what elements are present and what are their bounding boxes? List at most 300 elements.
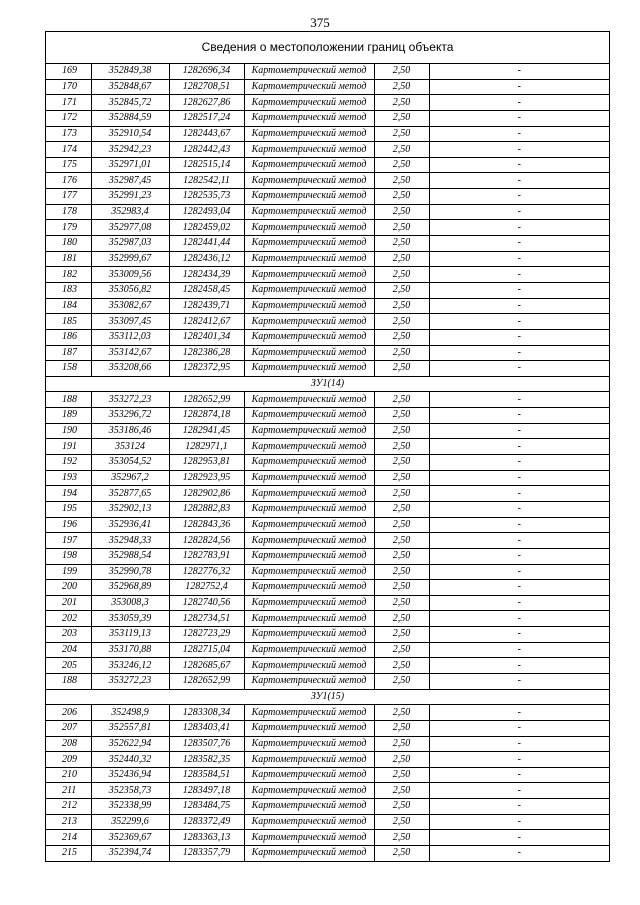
table-row [46,814,609,830]
table-row [46,595,609,611]
method-cell: Картометрический метод [244,157,374,173]
point-number-cell: 185 [46,314,91,330]
note-cell: - [429,752,609,768]
point-number-cell: 183 [46,282,91,298]
accuracy-cell: 2,50 [374,314,429,330]
point-number-cell: 195 [46,501,91,517]
x-coordinate-cell: 353059,39 [91,611,169,627]
x-coordinate-cell: 353009,56 [91,267,169,283]
table-row [46,236,609,252]
table-row [46,548,609,564]
y-coordinate-cell: 1282734,51 [169,611,244,627]
method-cell: Картометрический метод [244,595,374,611]
x-coordinate-cell: 352338,99 [91,799,169,815]
table-row [46,173,609,189]
point-number-cell: 173 [46,126,91,142]
accuracy-cell: 2,50 [374,251,429,267]
method-cell: Картометрический метод [244,345,374,361]
accuracy-cell: 2,50 [374,220,429,236]
method-cell: Картометрический метод [244,611,374,627]
y-coordinate-cell: 1282740,56 [169,595,244,611]
x-coordinate-cell: 352369,67 [91,830,169,846]
point-number-cell: 209 [46,752,91,768]
note-cell: - [429,799,609,815]
y-coordinate-cell: 1282515,14 [169,157,244,173]
x-coordinate-cell: 353246,12 [91,658,169,674]
accuracy-cell: 2,50 [374,580,429,596]
table-row [46,517,609,533]
table-row [46,126,609,142]
table-row [46,220,609,236]
method-cell: Картометрический метод [244,564,374,580]
coordinates-table [46,64,609,861]
x-coordinate-cell: 353008,3 [91,595,169,611]
point-number-cell: 207 [46,720,91,736]
point-number-cell: 201 [46,595,91,611]
table-row [46,486,609,502]
note-cell: - [429,236,609,252]
method-cell: Картометрический метод [244,329,374,345]
point-number-cell: 203 [46,627,91,643]
y-coordinate-cell: 1282627,86 [169,95,244,111]
y-coordinate-cell: 1282542,11 [169,173,244,189]
method-cell: Картометрический метод [244,361,374,377]
note-cell: - [429,439,609,455]
note-cell: - [429,329,609,345]
table-row [46,314,609,330]
point-number-cell: 212 [46,799,91,815]
point-number-cell: 180 [46,236,91,252]
accuracy-cell: 2,50 [374,705,429,721]
table-row [46,345,609,361]
point-number-cell: 186 [46,329,91,345]
y-coordinate-cell: 1282436,12 [169,251,244,267]
x-coordinate-cell: 352987,45 [91,173,169,189]
point-number-cell: 194 [46,486,91,502]
note-cell: - [429,627,609,643]
note-cell: - [429,95,609,111]
accuracy-cell: 2,50 [374,752,429,768]
x-coordinate-cell: 353097,45 [91,314,169,330]
point-number-cell: 214 [46,830,91,846]
table-row [46,501,609,517]
table-row [46,110,609,126]
y-coordinate-cell: 1282708,51 [169,79,244,95]
point-number-cell: 196 [46,517,91,533]
table-row [46,580,609,596]
accuracy-cell: 2,50 [374,533,429,549]
accuracy-cell: 2,50 [374,814,429,830]
x-coordinate-cell: 352968,89 [91,580,169,596]
point-number-cell: 208 [46,736,91,752]
point-number-cell: 188 [46,673,91,689]
note-cell: - [429,658,609,674]
y-coordinate-cell: 1282902,86 [169,486,244,502]
y-coordinate-cell: 1283308,34 [169,705,244,721]
note-cell: - [429,470,609,486]
table-row [46,64,609,79]
point-number-cell: 179 [46,220,91,236]
y-coordinate-cell: 1282843,36 [169,517,244,533]
note-cell: - [429,157,609,173]
y-coordinate-cell: 1283582,35 [169,752,244,768]
accuracy-cell: 2,50 [374,110,429,126]
note-cell: - [429,204,609,220]
method-cell: Картометрический метод [244,783,374,799]
accuracy-cell: 2,50 [374,455,429,471]
y-coordinate-cell: 1282652,99 [169,392,244,408]
accuracy-cell: 2,50 [374,783,429,799]
accuracy-cell: 2,50 [374,408,429,424]
accuracy-cell: 2,50 [374,846,429,861]
accuracy-cell: 2,50 [374,173,429,189]
method-cell: Картометрический метод [244,517,374,533]
y-coordinate-cell: 1283584,51 [169,767,244,783]
point-number-cell: 178 [46,204,91,220]
method-cell: Картометрический метод [244,658,374,674]
accuracy-cell: 2,50 [374,439,429,455]
table-row [46,846,609,861]
x-coordinate-cell: 352971,01 [91,157,169,173]
accuracy-cell: 2,50 [374,189,429,205]
x-coordinate-cell: 353296,72 [91,408,169,424]
x-coordinate-cell: 353208,66 [91,361,169,377]
method-cell: Картометрический метод [244,142,374,158]
point-number-cell: 181 [46,251,91,267]
accuracy-cell: 2,50 [374,548,429,564]
accuracy-cell: 2,50 [374,767,429,783]
y-coordinate-cell: 1282685,67 [169,658,244,674]
accuracy-cell: 2,50 [374,95,429,111]
y-coordinate-cell: 1282412,67 [169,314,244,330]
method-cell: Картометрический метод [244,95,374,111]
x-coordinate-cell: 352990,78 [91,564,169,580]
y-coordinate-cell: 1282882,83 [169,501,244,517]
method-cell: Картометрический метод [244,408,374,424]
point-number-cell: 210 [46,767,91,783]
method-cell: Картометрический метод [244,736,374,752]
accuracy-cell: 2,50 [374,470,429,486]
x-coordinate-cell: 352845,72 [91,95,169,111]
table-row [46,361,609,377]
y-coordinate-cell: 1282441,44 [169,236,244,252]
method-cell: Картометрический метод [244,79,374,95]
y-coordinate-cell: 1282401,34 [169,329,244,345]
accuracy-cell: 2,50 [374,673,429,689]
table-row [46,627,609,643]
y-coordinate-cell: 1282723,29 [169,627,244,643]
x-coordinate-cell: 352436,94 [91,767,169,783]
point-number-cell: 171 [46,95,91,111]
y-coordinate-cell: 1283403,41 [169,720,244,736]
method-cell: Картометрический метод [244,251,374,267]
x-coordinate-cell: 352987,03 [91,236,169,252]
note-cell: - [429,720,609,736]
table-row [46,736,609,752]
y-coordinate-cell: 1282493,04 [169,204,244,220]
table-row [46,673,609,689]
accuracy-cell: 2,50 [374,501,429,517]
note-cell: - [429,548,609,564]
accuracy-cell: 2,50 [374,423,429,439]
page-number: 375 [310,15,330,30]
accuracy-cell: 2,50 [374,298,429,314]
point-number-cell: 213 [46,814,91,830]
x-coordinate-cell: 353112,03 [91,329,169,345]
point-number-cell: 198 [46,548,91,564]
accuracy-cell: 2,50 [374,595,429,611]
y-coordinate-cell: 1282386,28 [169,345,244,361]
x-coordinate-cell: 352991,23 [91,189,169,205]
table-row [46,564,609,580]
coordinates-table-body [46,64,609,861]
accuracy-cell: 2,50 [374,64,429,79]
table-row [46,282,609,298]
x-coordinate-cell: 352394,74 [91,846,169,861]
method-cell: Картометрический метод [244,236,374,252]
x-coordinate-cell: 352557,81 [91,720,169,736]
note-cell: - [429,705,609,721]
note-cell: - [429,595,609,611]
table-row [46,799,609,815]
method-cell: Картометрический метод [244,423,374,439]
note-cell: - [429,345,609,361]
y-coordinate-cell: 1283363,13 [169,830,244,846]
method-cell: Картометрический метод [244,705,374,721]
x-coordinate-cell: 352622,94 [91,736,169,752]
y-coordinate-cell: 1282783,91 [169,548,244,564]
method-cell: Картометрический метод [244,580,374,596]
y-coordinate-cell: 1282696,34 [169,64,244,79]
note-cell: - [429,501,609,517]
note-cell: - [429,220,609,236]
x-coordinate-cell: 352440,32 [91,752,169,768]
note-cell: - [429,455,609,471]
method-cell: Картометрический метод [244,64,374,79]
section-row [46,376,609,392]
note-cell: - [429,767,609,783]
table-row [46,752,609,768]
note-cell: - [429,110,609,126]
y-coordinate-cell: 1282824,56 [169,533,244,549]
note-cell: - [429,814,609,830]
note-cell: - [429,392,609,408]
method-cell: Картометрический метод [244,173,374,189]
table-row [46,95,609,111]
point-number-cell: 177 [46,189,91,205]
method-cell: Картометрический метод [244,204,374,220]
note-cell: - [429,361,609,377]
point-number-cell: 174 [46,142,91,158]
accuracy-cell: 2,50 [374,627,429,643]
table-row [46,423,609,439]
note-cell: - [429,486,609,502]
note-cell: - [429,126,609,142]
x-coordinate-cell: 352936,41 [91,517,169,533]
accuracy-cell: 2,50 [374,799,429,815]
table-row [46,157,609,173]
accuracy-cell: 2,50 [374,642,429,658]
y-coordinate-cell: 1282923,95 [169,470,244,486]
note-cell: - [429,267,609,283]
table-row [46,204,609,220]
method-cell: Картометрический метод [244,455,374,471]
accuracy-cell: 2,50 [374,157,429,173]
x-coordinate-cell: 353170,88 [91,642,169,658]
note-cell: - [429,298,609,314]
x-coordinate-cell: 353056,82 [91,282,169,298]
point-number-cell: 187 [46,345,91,361]
y-coordinate-cell: 1283484,75 [169,799,244,815]
point-number-cell: 202 [46,611,91,627]
x-coordinate-cell: 352910,54 [91,126,169,142]
method-cell: Картометрический метод [244,126,374,142]
y-coordinate-cell: 1282535,73 [169,189,244,205]
y-coordinate-cell: 1282443,67 [169,126,244,142]
table-row [46,79,609,95]
table-row [46,142,609,158]
table-row [46,720,609,736]
x-coordinate-cell: 353142,67 [91,345,169,361]
table-row [46,189,609,205]
method-cell: Картометрический метод [244,298,374,314]
note-cell: - [429,611,609,627]
y-coordinate-cell: 1282517,24 [169,110,244,126]
method-cell: Картометрический метод [244,767,374,783]
method-cell: Картометрический метод [244,642,374,658]
y-coordinate-cell: 1282442,43 [169,142,244,158]
table-row [46,267,609,283]
accuracy-cell: 2,50 [374,204,429,220]
note-cell: - [429,830,609,846]
note-cell: - [429,173,609,189]
y-coordinate-cell: 1282752,4 [169,580,244,596]
point-number-cell: 182 [46,267,91,283]
note-cell: - [429,564,609,580]
x-coordinate-cell: 352848,67 [91,79,169,95]
accuracy-cell: 2,50 [374,79,429,95]
point-number-cell: 175 [46,157,91,173]
accuracy-cell: 2,50 [374,658,429,674]
note-cell: - [429,533,609,549]
method-cell: Картометрический метод [244,470,374,486]
table-row [46,251,609,267]
x-coordinate-cell: 352902,13 [91,501,169,517]
note-cell: - [429,314,609,330]
x-coordinate-cell: 353272,23 [91,673,169,689]
table-row [46,658,609,674]
method-cell: Картометрический метод [244,548,374,564]
table-row [46,783,609,799]
note-cell: - [429,642,609,658]
x-coordinate-cell: 352983,4 [91,204,169,220]
x-coordinate-cell: 352999,67 [91,251,169,267]
x-coordinate-cell: 353186,46 [91,423,169,439]
x-coordinate-cell: 352877,65 [91,486,169,502]
note-cell: - [429,846,609,861]
accuracy-cell: 2,50 [374,830,429,846]
y-coordinate-cell: 1283357,79 [169,846,244,861]
method-cell: Картометрический метод [244,314,374,330]
accuracy-cell: 2,50 [374,736,429,752]
y-coordinate-cell: 1283372,49 [169,814,244,830]
table-row [46,611,609,627]
section-heading: ЗУ1(15) [46,689,609,705]
point-number-cell: 197 [46,533,91,549]
y-coordinate-cell: 1282941,45 [169,423,244,439]
accuracy-cell: 2,50 [374,517,429,533]
table-row [46,767,609,783]
note-cell: - [429,423,609,439]
table-row [46,392,609,408]
point-number-cell: 169 [46,64,91,79]
point-number-cell: 158 [46,361,91,377]
section-row [46,689,609,705]
boundary-table-frame [45,31,610,862]
note-cell: - [429,736,609,752]
accuracy-cell: 2,50 [374,329,429,345]
accuracy-cell: 2,50 [374,564,429,580]
note-cell: - [429,517,609,533]
method-cell: Картометрический метод [244,189,374,205]
point-number-cell: 200 [46,580,91,596]
method-cell: Картометрический метод [244,267,374,283]
point-number-cell: 205 [46,658,91,674]
x-coordinate-cell: 352358,73 [91,783,169,799]
accuracy-cell: 2,50 [374,142,429,158]
point-number-cell: 176 [46,173,91,189]
accuracy-cell: 2,50 [374,361,429,377]
x-coordinate-cell: 353054,52 [91,455,169,471]
x-coordinate-cell: 352299,6 [91,814,169,830]
method-cell: Картометрический метод [244,720,374,736]
method-cell: Картометрический метод [244,501,374,517]
y-coordinate-cell: 1282652,99 [169,673,244,689]
table-row [46,329,609,345]
y-coordinate-cell: 1282971,1 [169,439,244,455]
method-cell: Картометрический метод [244,673,374,689]
accuracy-cell: 2,50 [374,267,429,283]
y-coordinate-cell: 1282434,39 [169,267,244,283]
point-number-cell: 199 [46,564,91,580]
note-cell: - [429,189,609,205]
method-cell: Картометрический метод [244,110,374,126]
table-row [46,439,609,455]
note-cell: - [429,79,609,95]
note-cell: - [429,783,609,799]
method-cell: Картометрический метод [244,846,374,861]
y-coordinate-cell: 1282776,32 [169,564,244,580]
point-number-cell: 206 [46,705,91,721]
note-cell: - [429,673,609,689]
x-coordinate-cell: 353082,67 [91,298,169,314]
method-cell: Картометрический метод [244,486,374,502]
y-coordinate-cell: 1282458,45 [169,282,244,298]
method-cell: Картометрический метод [244,814,374,830]
x-coordinate-cell: 352988,54 [91,548,169,564]
table-row [46,642,609,658]
accuracy-cell: 2,50 [374,282,429,298]
section-heading: ЗУ1(14) [46,376,609,392]
x-coordinate-cell: 352498,9 [91,705,169,721]
point-number-cell: 170 [46,79,91,95]
note-cell: - [429,251,609,267]
y-coordinate-cell: 1282459,02 [169,220,244,236]
method-cell: Картометрический метод [244,752,374,768]
table-row [46,533,609,549]
point-number-cell: 189 [46,408,91,424]
table-row [46,705,609,721]
